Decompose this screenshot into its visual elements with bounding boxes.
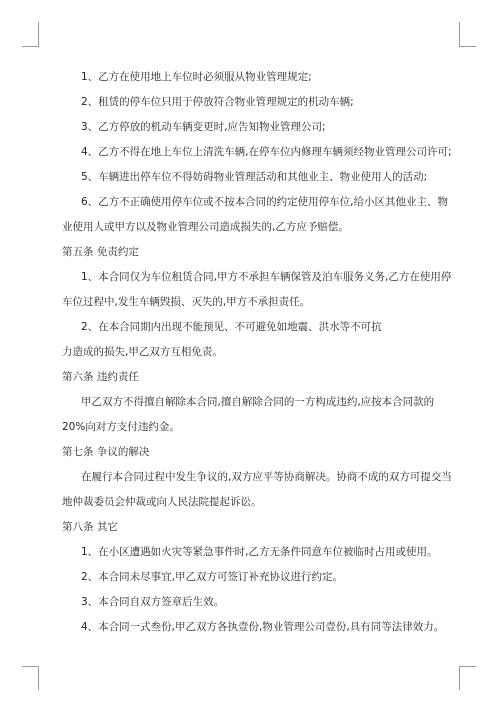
clause-line: 5、车辆进出停车位不得妨碍物业管理活动和其他业主、物业使用人的活动; (81, 171, 428, 183)
clause-line: 3、乙方停放的机动车辆变更时,应告知物业管理公司; (81, 121, 326, 133)
clause-line: 2、本合同未尽事宜,甲乙双方可签订补充协议进行约定。 (81, 571, 344, 583)
clause-line: 3、本合同自双方签章后生效。 (81, 596, 225, 608)
clause-line: 4、本合同一式叁份,甲乙双方各执壹份,物业管理公司壹份,具有同等法律效力。 (81, 621, 445, 633)
clause-line: 2、在本合同期内出现不能预见、不可避免如地震、洪水等不可抗 (81, 321, 382, 333)
section-heading: 第六条 违约责任 (62, 371, 139, 383)
clause-line: 1、乙方在使用地上车位时必须服从物业管理规定; (81, 71, 312, 83)
section-heading: 第八条 其它 (62, 521, 118, 533)
clause-line: 20%向对方支付违约金。 (62, 421, 180, 433)
clause-line: 1、在小区遭遇如火灾等紧急事件时,乙方无条件同意车位被临时占用或使用。 (81, 546, 438, 558)
clause-line: 业使用人或甲方以及物业管理公司造成损失的,乙方应予赔偿。 (62, 221, 349, 233)
clause-line: 甲乙双方不得擅自解除本合同,擅自解除合同的一方构成违约,应按本合同款的 (81, 396, 435, 408)
clause-line: 2、租赁的停车位只用于停放符合物业管理规定的机动车辆; (81, 96, 354, 108)
clause-line: 4、乙方不得在地上车位上清洗车辆,在停车位内修理车辆须经物业管理公司许可; (81, 146, 452, 158)
clause-line: 车位过程中,发生车辆毁损、灭失的,甲方不承担责任。 (62, 296, 311, 308)
clause-line: 1、本合同仅为车位租赁合同,甲方不承担车辆保管及泊车服务义务,乙方在使用停 (81, 271, 452, 283)
section-heading: 第五条 免责约定 (62, 246, 139, 258)
clause-line: 在履行本合同过程中发生争议的,双方应平等协商解决。协商不成的双方可提交当 (81, 471, 452, 483)
clause-line: 力造成的损失,甲乙双方互相免责。 (62, 346, 223, 358)
clause-line: 地仲裁委员会仲裁或向人民法院提起诉讼。 (62, 496, 262, 508)
section-heading: 第七条 争议的解决 (62, 446, 150, 458)
clause-line: 6、乙方不正确使用停车位或不按本合同的约定使用停车位,给小区其他业主、物 (81, 196, 449, 208)
